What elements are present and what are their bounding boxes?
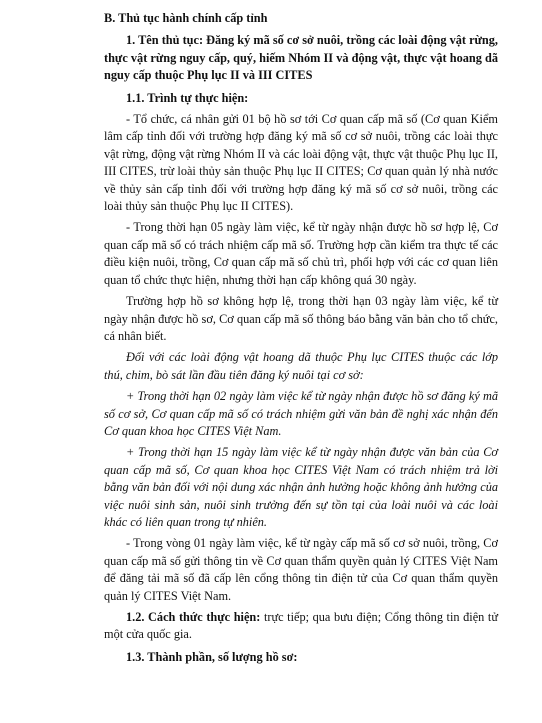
section-1-2 — [104, 609, 498, 644]
procedure-title: 1. Tên thủ tục: Đăng ký mã số cơ sở nuôi, trồng các loài động vật rừng, thực vật rừng nguy cấp, quý, hiếm Nhóm II và động vật, thực vật hoang dã nguy cấp thuộc Phụ lục II và III CITES — [104, 33, 498, 83]
paragraph-processing-time: - Trong thời hạn 05 ngày làm việc, kể từ ngày nhận được hồ sơ hợp lệ, Cơ quan cấp mã số có trách nhiệm cấp mã số. Trường hợp cần kiểm tra thực tế các điều kiện nuôi, trồng, Cơ quan cấp mã số chủ trì, phối hợp với các cơ quan liên quan tổ chức thực hiện, nhưng thời hạn cấp không quá 30 ngày. — [104, 220, 498, 287]
section-1-2-label: 1.2. Cách thức thực hiện: — [126, 610, 261, 624]
paragraph-submission: - Tổ chức, cá nhân gửi 01 bộ hồ sơ tới Cơ quan cấp mã số (Cơ quan Kiểm lâm cấp tỉnh đối với trường hợp đăng ký mã số cơ sở nuôi, trồng các loài thực vật rừng, động vật rừng Nhóm II và các loài động vật, thực vật thuộc Phụ lục II, III CITES, trừ loài thủy sản thuộc Phụ lục II CITES; Cơ quan quản lý nhà nước về thủy sản cấp tỉnh đối với trường hợp đăng ký mã số cơ sở nuôi, trồng các loài thủy sản thuộc Phụ lục II CITES). — [104, 112, 498, 214]
paragraph-15-days: + Trong thời hạn 15 ngày làm việc kể từ ngày nhận được văn bản của Cơ quan cấp mã số, Cơ quan khoa học CITES Việt Nam có trách nhiệm trả lời bằng văn bản đối với nội dung xác nhận ảnh hưởng hoặc không ảnh hưởng của việc nuôi sinh sản, nuôi sinh trưởng đến sự tồn tại của loài nuôi và các loài khác có liên quan trong tự nhiên. — [104, 445, 498, 529]
section-heading: B. Thủ tục hành chính cấp tỉnh — [104, 11, 268, 25]
section-1-2-text: trực tiếp; qua bưu điện; Cổng thông tin điện tử một cửa quốc gia. — [104, 610, 498, 642]
paragraph-invalid-dossier: Trường hợp hồ sơ không hợp lệ, trong thời hạn 03 ngày làm việc, kể từ ngày nhận được hồ sơ, Cơ quan cấp mã số thông báo bằng văn bản cho tổ chức, cá nhân biết. — [104, 294, 498, 343]
paragraph-02-days: + Trong thời hạn 02 ngày làm việc kể từ ngày nhận được hồ sơ đăng ký mã số cơ sở, Cơ quan cấp mã số có trách nhiệm gửi văn bản đề nghị xác nhận đến Cơ quan khoa học CITES Việt Nam. — [104, 389, 498, 438]
paragraph-cites-animals: Đối với các loài động vật hoang dã thuộc Phụ lục CITES thuộc các lớp thú, chim, bò sát lần đầu tiên đăng ký nuôi tại cơ sở: — [104, 350, 498, 382]
section-1-3-heading: 1.3. Thành phần, số lượng hồ sơ: — [126, 649, 298, 664]
section-1-1-heading: 1.1. Trình tự thực hiện: — [126, 90, 249, 105]
paragraph-notification: - Trong vòng 01 ngày làm việc, kể từ ngày cấp mã số cơ sở nuôi, trồng, Cơ quan cấp mã số gửi thông tin về Cơ quan thẩm quyền quản lý CITES Việt Nam để đăng tải mã số đã cấp lên cổng thông tin điện tử của Cơ quan thẩm quyền quản lý CITES Việt Nam. — [104, 536, 498, 603]
